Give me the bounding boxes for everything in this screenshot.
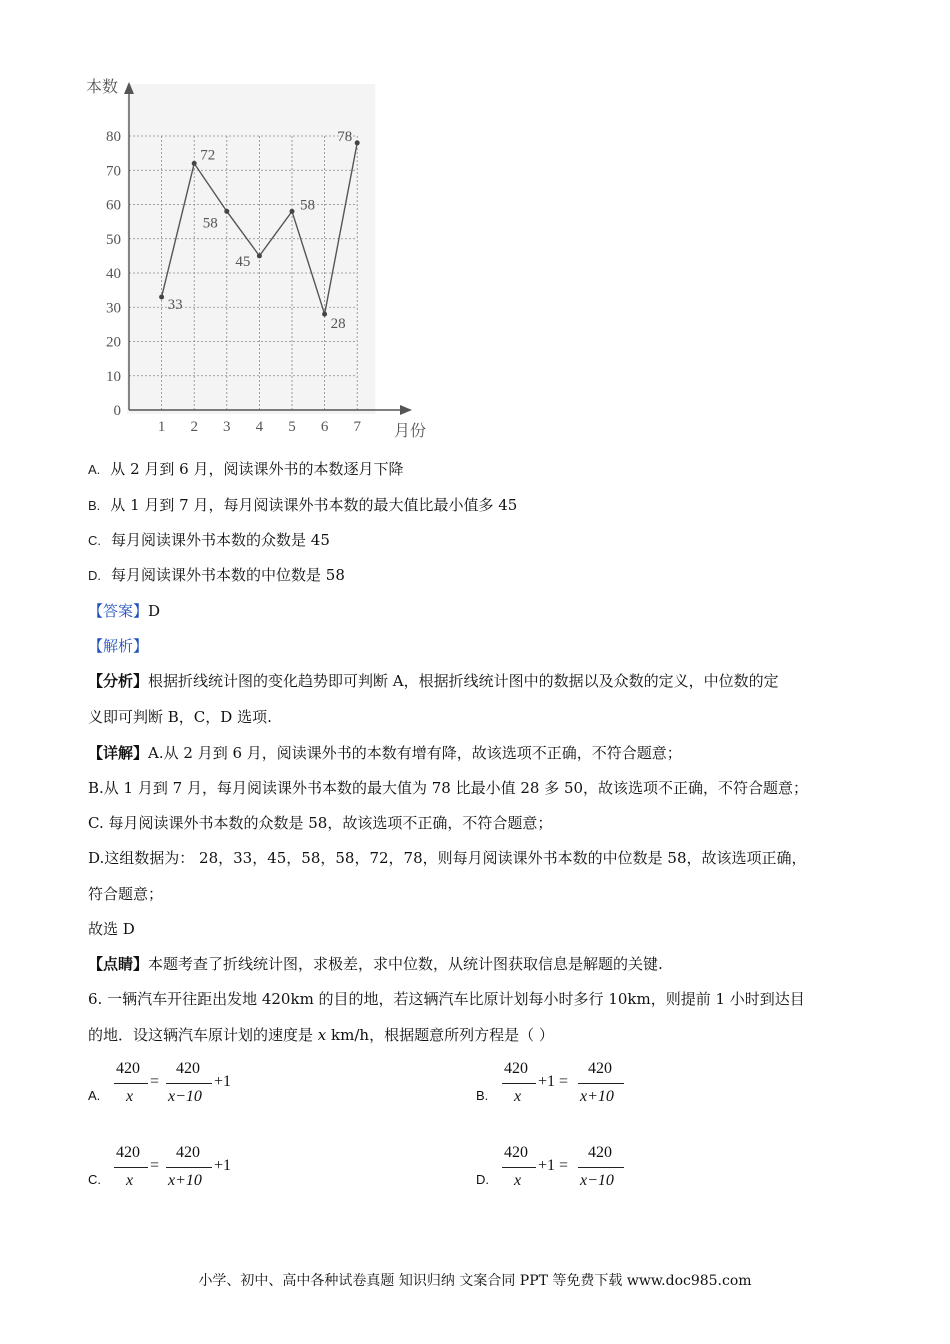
x-tick-label: 6 bbox=[320, 419, 329, 435]
answer-value: D bbox=[148, 602, 161, 620]
fraction-denominator: x+10 bbox=[168, 1172, 202, 1189]
data-point bbox=[224, 209, 229, 214]
answer-tag: 【答案】 bbox=[88, 602, 149, 620]
line-chart bbox=[86, 74, 436, 444]
option-label: A. bbox=[88, 462, 101, 477]
fenxi-text: 根据折线统计图的变化趋势即可判断 A，根据折线统计图中的数据以及众数的定义，中位数的定 bbox=[148, 672, 779, 690]
fraction-bar bbox=[578, 1167, 624, 1168]
q6-variable: x bbox=[317, 1026, 327, 1044]
y-tick-label: 30 bbox=[106, 300, 121, 317]
x-tick-label: 7 bbox=[353, 419, 361, 435]
x-axis-arrow bbox=[400, 405, 412, 415]
data-point bbox=[192, 161, 197, 166]
fraction-denominator: x bbox=[126, 1088, 134, 1105]
x-tick-label: 4 bbox=[255, 419, 264, 435]
option-label: C. bbox=[88, 1172, 101, 1187]
option-label: D. bbox=[88, 568, 101, 583]
fraction-bar bbox=[166, 1083, 212, 1084]
equation-operator: +1 = bbox=[538, 1157, 569, 1174]
q6-line-2 bbox=[88, 1024, 554, 1045]
y-tick-label: 80 bbox=[106, 129, 121, 145]
data-point bbox=[290, 209, 295, 214]
detail-d-2: 符合题意； bbox=[88, 885, 164, 903]
detail-d-1: D.这组数据为： 28，33，45，58，58，72，78，则每月阅读课外书本数的中位数是 58，故该选项正确， bbox=[88, 849, 807, 867]
fraction-numerator: 420 bbox=[116, 1060, 140, 1077]
fraction-denominator: x bbox=[514, 1088, 522, 1105]
equation-operator: = bbox=[150, 1073, 160, 1090]
y-tick-label: 40 bbox=[106, 266, 121, 282]
q5-option-b bbox=[88, 494, 517, 515]
fraction-numerator: 420 bbox=[504, 1144, 528, 1161]
data-label: 58 bbox=[300, 197, 315, 214]
fraction-numerator: 420 bbox=[116, 1144, 140, 1161]
equation-operator: = bbox=[150, 1157, 160, 1174]
y-tick-label: 0 bbox=[113, 403, 121, 419]
fraction-bar bbox=[114, 1083, 148, 1084]
fraction-bar bbox=[502, 1083, 536, 1084]
option-text: 每月阅读课外书本数的众数是 45 bbox=[111, 531, 330, 549]
option-label: B. bbox=[476, 1088, 489, 1103]
data-label: 58 bbox=[202, 215, 218, 232]
y-tick-label: 70 bbox=[106, 163, 121, 180]
fraction-denominator: x bbox=[126, 1172, 134, 1189]
y-tick-label: 10 bbox=[106, 368, 121, 385]
data-point bbox=[355, 140, 360, 145]
y-tick-label: 60 bbox=[106, 197, 121, 214]
fraction-bar bbox=[578, 1083, 624, 1084]
fraction-bar bbox=[166, 1167, 212, 1168]
detail-conclusion: 故选 D bbox=[88, 920, 135, 938]
y-tick-label: 20 bbox=[106, 334, 121, 351]
data-label: 78 bbox=[337, 128, 353, 145]
option-label: A. bbox=[88, 1088, 101, 1103]
q6-line-2-pre: 的地．设这辆汽车原计划的速度是 bbox=[88, 1026, 314, 1044]
equation-operator: +1 = bbox=[538, 1073, 569, 1090]
fenxi-tag: 【分析】 bbox=[88, 672, 149, 690]
fraction-numerator: 420 bbox=[588, 1060, 612, 1077]
detail-a-text: A.从 2 月到 6 月，阅读课外书的本数有增有降，故该选项不正确，不符合题意； bbox=[148, 744, 682, 762]
fraction-denominator: x−10 bbox=[580, 1172, 614, 1189]
analysis-tag: 【解析】 bbox=[88, 637, 149, 655]
page-footer: 小学、初中、高中各种试卷真题 知识归纳 文案合同 PPT 等免费下载 www.doc985.com bbox=[198, 1273, 752, 1289]
fraction-denominator: x−10 bbox=[168, 1088, 202, 1105]
detail-tag: 【详解】 bbox=[88, 744, 149, 762]
data-point bbox=[322, 312, 327, 317]
x-tick-label: 2 bbox=[190, 419, 198, 435]
fraction-bar bbox=[114, 1167, 148, 1168]
q5-option-a bbox=[88, 458, 403, 479]
option-text: 每月阅读课外书本数的中位数是 58 bbox=[111, 566, 345, 584]
fraction-numerator: 420 bbox=[588, 1144, 612, 1161]
data-label: 45 bbox=[235, 253, 251, 270]
x-tick-label: 5 bbox=[288, 419, 296, 435]
y-tick-label: 50 bbox=[106, 231, 121, 248]
detail-b: B.从 1 月到 7 月，每月阅读课外书本数的最大值为 78 比最小值 28 多 50，故该选项不正确，不符合题意； bbox=[88, 779, 809, 797]
x-tick-label: 3 bbox=[223, 419, 231, 435]
dianjing-tag: 【点睛】 bbox=[88, 955, 149, 973]
data-label: 33 bbox=[167, 296, 183, 313]
fraction-numerator: 420 bbox=[176, 1060, 200, 1077]
equation-tail: +1 bbox=[214, 1073, 232, 1090]
fenxi-line-1 bbox=[88, 670, 779, 691]
data-label: 28 bbox=[330, 316, 346, 333]
fraction-numerator: 420 bbox=[176, 1144, 200, 1161]
q6-line-1: 6. 一辆汽车开往距出发地 420km 的目的地，若这辆汽车比原计划每小时多行 10km，则提前 1 小时到达目 bbox=[88, 990, 805, 1008]
fraction-denominator: x bbox=[514, 1172, 522, 1189]
option-label: D. bbox=[476, 1172, 489, 1187]
detail-a bbox=[88, 742, 682, 763]
fraction-bar bbox=[502, 1167, 536, 1168]
option-text: 从 1 月到 7 月，每月阅读课外书本数的最大值比最小值多 45 bbox=[110, 496, 518, 514]
dianjing-text: 本题考查了折线统计图，求极差，求中位数，从统计图获取信息是解题的关键. bbox=[148, 955, 663, 973]
data-point bbox=[159, 294, 164, 299]
q5-option-d bbox=[88, 564, 345, 585]
fenxi-line-2: 义即可判断 B，C，D 选项. bbox=[88, 708, 272, 726]
detail-c: C. 每月阅读课外书本数的众数是 58，故该选项不正确，不符合题意； bbox=[88, 814, 553, 832]
fraction-denominator: x+10 bbox=[580, 1088, 614, 1105]
y-axis-label: 本数 bbox=[86, 79, 119, 96]
data-point bbox=[257, 253, 262, 258]
option-label: B. bbox=[88, 498, 101, 513]
option-text: 从 2 月到 6 月，阅读课外书的本数逐月下降 bbox=[110, 460, 404, 478]
q5-option-c bbox=[88, 529, 330, 550]
option-label: C. bbox=[88, 533, 101, 548]
q6-line-2-post: km/h，根据题意所列方程是（ ） bbox=[331, 1026, 554, 1044]
data-label: 72 bbox=[200, 147, 216, 164]
answer-line bbox=[88, 600, 160, 621]
dianjing-line bbox=[88, 953, 663, 974]
equation-tail: +1 bbox=[214, 1157, 232, 1174]
x-axis-label: 月份 bbox=[394, 423, 427, 440]
fraction-numerator: 420 bbox=[504, 1060, 528, 1077]
x-tick-label: 1 bbox=[157, 419, 166, 435]
